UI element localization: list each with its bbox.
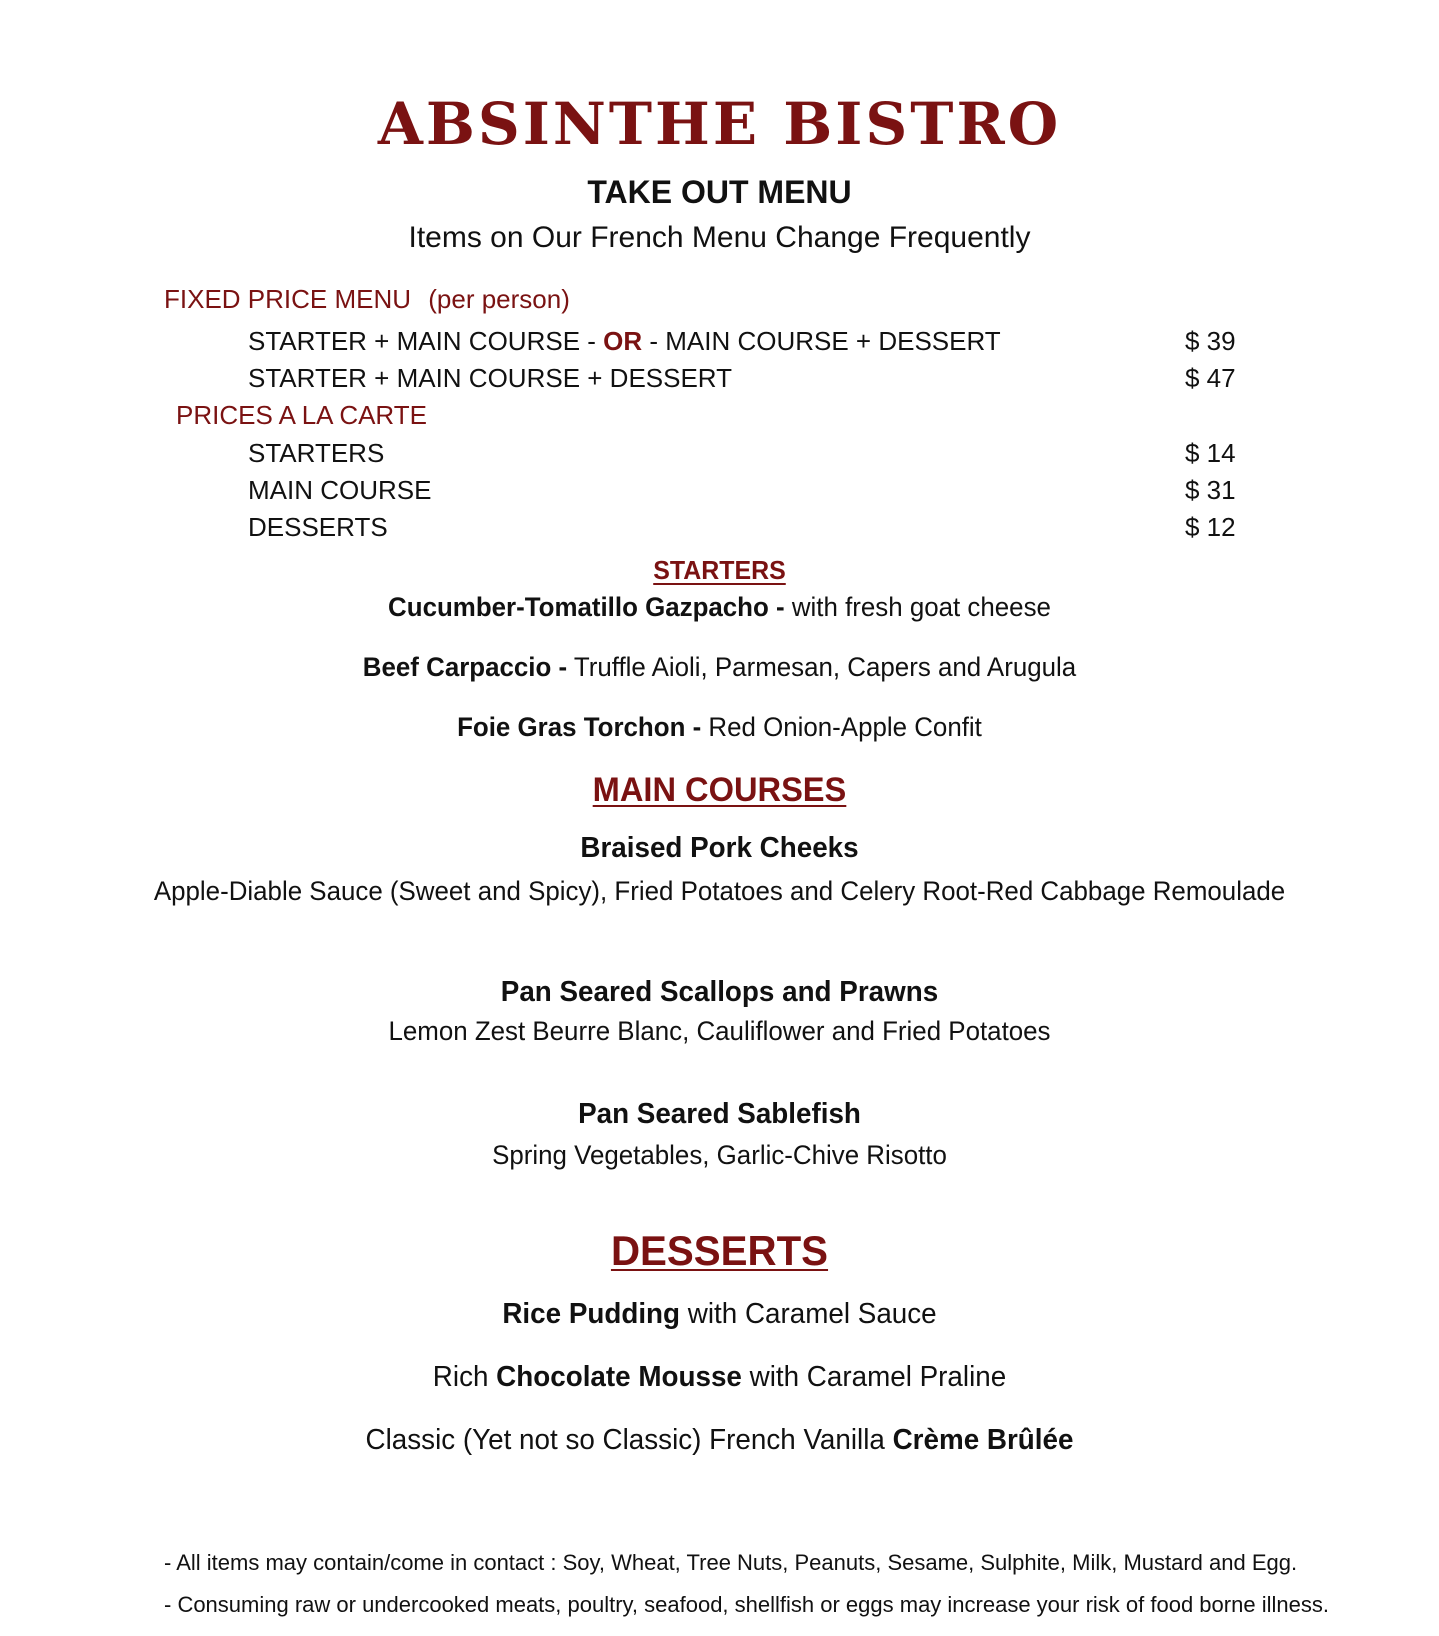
dessert-item-bold: Rice Pudding: [502, 1298, 681, 1330]
a-la-carte-row-starters-price: $ 14: [1185, 438, 1236, 468]
fixed-price-row-1-price: $ 39: [1185, 326, 1236, 356]
dessert-item-post: with Caramel Sauce: [680, 1298, 937, 1330]
dessert-item-bold: Chocolate Mousse: [496, 1361, 742, 1393]
starter-item-name: Cucumber-Tomatillo Gazpacho -: [388, 592, 785, 622]
menu-title: TAKE OUT MENU: [587, 174, 852, 210]
main-course-name: Braised Pork Cheeks: [580, 832, 859, 864]
fixed-price-heading-note: (per person): [428, 284, 570, 314]
fixed-price-row-1-label: [248, 324, 1001, 358]
dessert-item-bold: Crème Brûlée: [892, 1424, 1074, 1456]
a-la-carte-row-starters-label: STARTERS: [248, 438, 385, 468]
starter-item-name: Beef Carpaccio -: [362, 652, 568, 682]
fixed-price-row-2-price: $ 47: [1185, 363, 1236, 393]
a-la-carte-row-main-price: $ 31: [1185, 475, 1236, 505]
starters-heading: STARTERS: [653, 555, 786, 585]
a-la-carte-row-desserts-label: DESSERTS: [248, 512, 388, 542]
starter-item-name: Foie Gras Torchon -: [457, 712, 702, 742]
starter-item: [29, 648, 1409, 686]
menu-tagline: Items on Our French Menu Change Frequently: [408, 221, 1031, 254]
main-course-desc: Spring Vegetables, Garlic-Chive Risotto: [492, 1140, 947, 1170]
starter-item: [29, 588, 1409, 626]
main-course-desc: Apple-Diable Sauce (Sweet and Spicy), Fried Potatoes and Celery Root-Red Cabbage Remoulade: [153, 876, 1286, 906]
desserts-heading: DESSERTS: [610, 1227, 829, 1274]
fixed-price-row-1-part1: STARTER + MAIN COURSE -: [248, 326, 604, 356]
dessert-item: [29, 1293, 1409, 1335]
starter-item-desc: Red Onion-Apple Confit: [701, 712, 982, 742]
fixed-price-heading: [164, 282, 570, 316]
restaurant-name: ABSINTHE BISTRO: [377, 90, 1062, 158]
starter-item-desc: Truffle Aioli, Parmesan, Capers and Arugula: [567, 652, 1077, 682]
dessert-item-pre: Rich: [432, 1361, 497, 1393]
main-course-name: Pan Seared Scallops and Prawns: [500, 976, 939, 1008]
main-course-desc: Lemon Zest Beurre Blanc, Cauliflower and Fried Potatoes: [388, 1016, 1051, 1046]
dessert-item: [29, 1419, 1409, 1461]
starter-item-desc: with fresh goat cheese: [784, 592, 1051, 622]
a-la-carte-heading: PRICES A LA CARTE: [176, 400, 427, 430]
dessert-item-post: with Caramel Praline: [741, 1361, 1007, 1393]
dessert-item-pre: Classic (Yet not so Classic) French Vanilla: [365, 1424, 893, 1456]
food-safety-note: - Consuming raw or undercooked meats, poultry, seafood, shellfish or eggs may increase your risk of food borne illness.: [164, 1592, 1329, 1617]
fixed-price-row-2-label: STARTER + MAIN COURSE + DESSERT: [248, 363, 732, 393]
fixed-price-row-1-part2: - MAIN COURSE + DESSERT: [642, 326, 1001, 356]
a-la-carte-row-desserts-price: $ 12: [1185, 512, 1236, 542]
main-courses-heading: MAIN COURSES: [592, 771, 847, 809]
main-course-name: Pan Seared Sablefish: [578, 1098, 861, 1130]
dessert-item: [29, 1356, 1409, 1398]
fixed-price-heading-text: FIXED PRICE MENU: [164, 284, 412, 314]
a-la-carte-row-main-label: MAIN COURSE: [248, 475, 432, 505]
allergen-note: - All items may contain/come in contact : Soy, Wheat, Tree Nuts, Peanuts, Sesame, Sulphite, Milk, Mustard and Egg.: [164, 1550, 1298, 1575]
starter-item: [29, 708, 1409, 746]
fixed-price-or-word: OR: [603, 326, 643, 356]
